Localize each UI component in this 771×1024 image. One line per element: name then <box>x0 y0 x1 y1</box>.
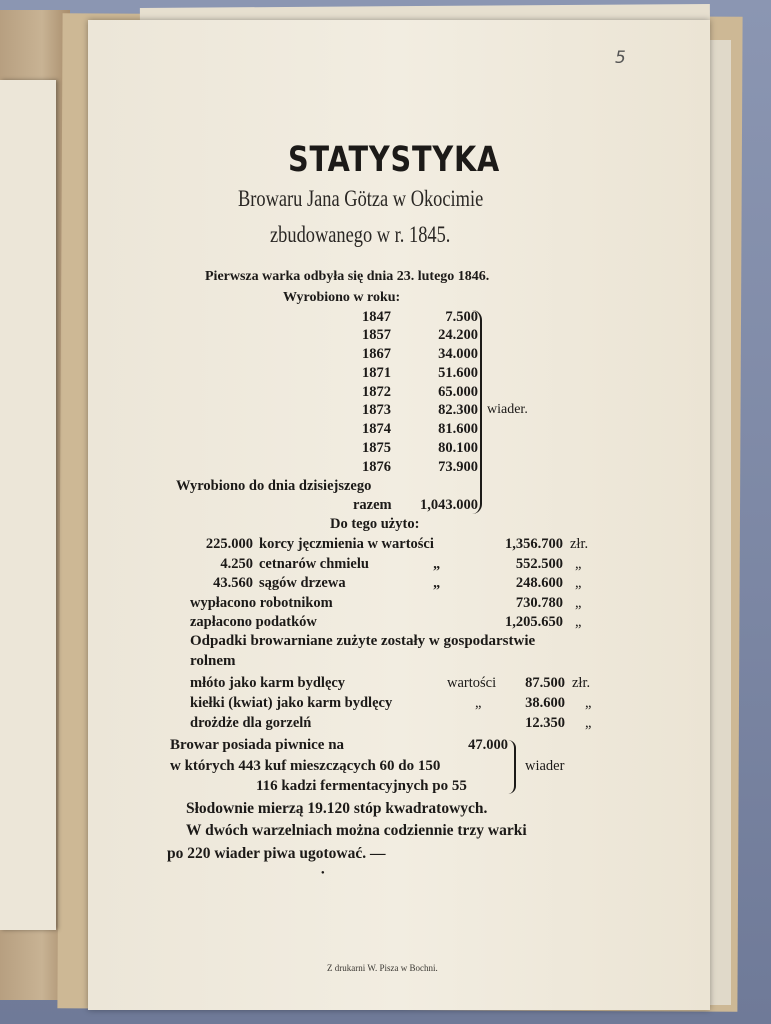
malting-line: Słodownie mierzą 19.120 stóp kwadratowych. <box>186 800 488 817</box>
cost-ditto: „ <box>433 556 441 572</box>
subtitle-line-2: zbudowanego w r. 1845. <box>270 222 451 247</box>
total-value: 1,043.000 <box>420 497 478 513</box>
production-year: 1867 <box>362 346 391 362</box>
cellar-line-2: w których 443 kuf mieszczących 60 do 150 <box>170 758 441 774</box>
byproduct-value: 38.600 <box>525 695 565 711</box>
byproduct-unit: „ <box>585 695 592 711</box>
byproduct-value: 87.500 <box>525 675 565 691</box>
cellar-brace <box>508 740 516 794</box>
production-year: 1857 <box>362 327 391 343</box>
document-title: STATYSTYKA <box>288 140 501 180</box>
cost-description: cetnarów chmielu <box>259 556 369 572</box>
production-year: 1875 <box>362 440 391 456</box>
byproduct-label: „ <box>475 695 482 711</box>
cost-description: korcy jęczmienia w wartości <box>259 536 434 552</box>
dot-ornament: ● <box>321 870 325 876</box>
cost-unit: „ <box>575 595 582 611</box>
cost-description: zapłacono podatków <box>190 614 317 630</box>
cost-unit: złr. <box>570 536 589 552</box>
cost-value: 248.600 <box>515 575 563 591</box>
used-heading: Do tego użyto: <box>330 516 420 532</box>
production-year: 1847 <box>362 309 391 325</box>
cost-value: 1,205.650 <box>505 614 563 630</box>
production-amount: 51.600 <box>438 365 478 381</box>
production-year: 1874 <box>362 421 391 437</box>
production-year: 1876 <box>362 459 391 475</box>
cost-unit: „ <box>575 614 582 630</box>
production-amount: 73.900 <box>438 459 478 475</box>
byproduct-unit: „ <box>585 715 592 731</box>
cost-quantity: 225.000 <box>205 536 253 552</box>
production-year: 1871 <box>362 365 391 381</box>
production-amount: 81.600 <box>438 421 478 437</box>
cellar-line-3: 116 kadzi fermentacyjnych po 55 <box>256 778 467 794</box>
brewhouse-line-2: po 220 wiader piwa ugotować. — <box>167 845 386 862</box>
waste-line-2: rolnem <box>190 653 236 669</box>
production-year: 1873 <box>362 402 391 418</box>
production-brace <box>472 310 482 514</box>
cost-unit: „ <box>575 556 582 572</box>
production-amount: 65.000 <box>438 384 478 400</box>
production-amount: 80.100 <box>438 440 478 456</box>
page-number: 5 <box>615 48 626 68</box>
cost-value: 552.500 <box>515 556 563 572</box>
cellar-line-1: Browar posiada piwnice na <box>170 737 345 753</box>
printer-imprint: Z drukarni W. Pisza w Bochni. <box>327 963 438 973</box>
cost-quantity: 4.250 <box>220 556 253 572</box>
produced-in-year-heading: Wyrobiono w roku: <box>283 290 401 305</box>
cost-value: 1,356.700 <box>505 536 563 552</box>
cost-unit: „ <box>575 575 582 591</box>
production-amount: 82.300 <box>438 402 478 418</box>
byproduct-label: wartości <box>447 675 497 691</box>
subtitle-line-1: Browaru Jana Götza w Okocimie <box>238 186 484 211</box>
production-year: 1872 <box>362 384 391 400</box>
production-amount: 34.000 <box>438 346 478 362</box>
byproduct-value: 12.350 <box>525 715 565 731</box>
byproduct-description: drożdże dla gorzelń <box>190 715 312 731</box>
cost-quantity: 43.560 <box>213 575 253 591</box>
cost-description: sągów drzewa <box>259 575 346 591</box>
first-batch-line: Pierwsza warka odbyła się dnia 23. lutego 1846. <box>205 269 490 284</box>
byproduct-description: kiełki (kwiat) jako karm bydlęcy <box>190 695 393 711</box>
cost-description: wypłacono robotnikom <box>190 595 333 611</box>
adjacent-page <box>0 80 56 930</box>
production-amount: 24.200 <box>438 327 478 343</box>
byproduct-description: młóto jako karm bydlęcy <box>190 675 346 691</box>
cellar-unit: wiader <box>525 758 565 774</box>
cellar-value: 47.000 <box>468 737 508 753</box>
produced-to-date-line: Wyrobiono do dnia dzisiejszego <box>176 478 372 494</box>
unit-label-wiader: wiader. <box>487 402 528 417</box>
byproduct-unit: złr. <box>572 675 591 691</box>
cost-ditto: „ <box>433 575 441 591</box>
production-amount: 7.500 <box>445 309 478 325</box>
total-label: razem <box>353 497 392 513</box>
waste-line-1: Odpadki browarniane zużyte zostały w gospodarstwie <box>190 633 536 649</box>
brewhouse-line-1: W dwóch warzelniach można codziennie trzy warki <box>186 822 527 839</box>
cost-value: 730.780 <box>515 595 563 611</box>
